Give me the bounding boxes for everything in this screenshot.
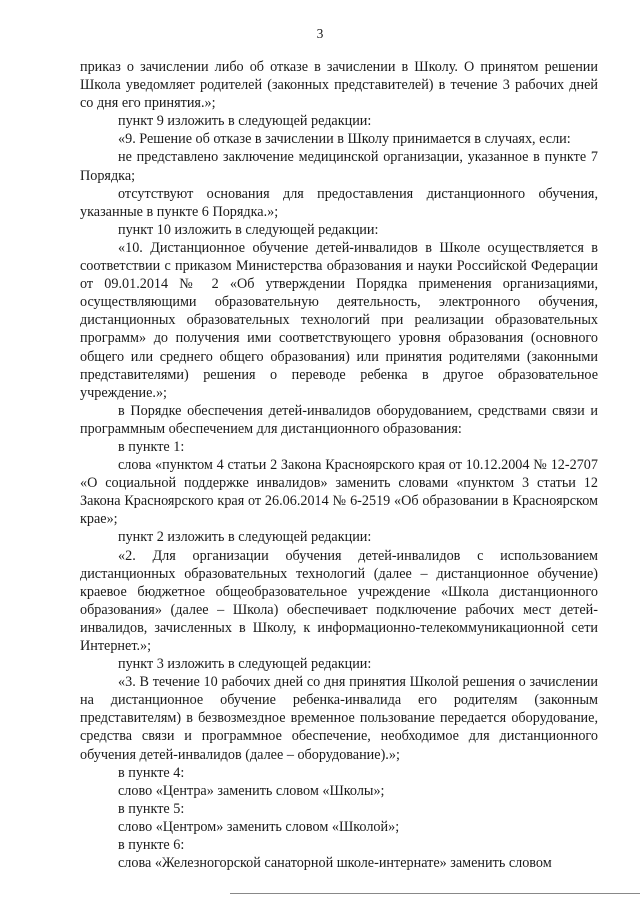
scan-edge-line	[230, 893, 640, 894]
document-body	[80, 58, 598, 872]
paragraph-15: в пункте 4:	[118, 764, 185, 781]
paragraph-4: не представлено заключение медицинской организации, указанное в пункте 7 Порядка;	[80, 149, 598, 184]
paragraph-12: «2. Для организации обучения детей-инвалидов с использованием дистанционных образовательных технологий (далее – дистанционное обучение) краевое бюджетное общеобразовательное учреждение «Школа дистанционного образования» (далее – Школа) обеспечивает подключение рабочих мест детей-инвалидов, зачисленных в Школу, к информационно-телекоммуникационной сети Интернет.»;	[80, 547, 598, 654]
paragraph-13: пункт 3 изложить в следующей редакции:	[118, 656, 372, 673]
paragraph-8: в Порядке обеспечения детей-инвалидов оборудованием, средствами связи и программным обеспечением для дистанционного образования:	[80, 402, 598, 437]
paragraph-3: «9. Решение об отказе в зачислении в Школу принимается в случаях, если:	[118, 131, 571, 148]
paragraph-11: пункт 2 изложить в следующей редакции:	[118, 529, 372, 546]
paragraph-19: в пункте 6:	[118, 837, 185, 854]
paragraph-18: слово «Центром» заменить словом «Школой»;	[118, 818, 400, 835]
paragraph-17: в пункте 5:	[118, 800, 185, 817]
paragraph-14: «3. В течение 10 рабочих дней со дня принятия Школой решения о зачислении на дистанционное обучение ребенка-инвалида его родителям (законным представителям) в безвозмездное временное пользование передается оборудование, средства связи и программное обеспечение, необходимое для дистанционного обучения детей-инвалидов (далее – оборудование).»;	[80, 674, 598, 763]
paragraph-2: пункт 9 изложить в следующей редакции:	[118, 113, 372, 130]
paragraph-1: приказ о зачислении либо об отказе в зачислении в Школу. О принятом решении Школа уведомляет родителей (законных представителей) в течение 3 рабочих дней со дня его принятия.»;	[80, 59, 598, 112]
paragraph-20: слова «Железногорской санаторной школе-интернате» заменить словом	[118, 855, 552, 872]
paragraph-10: слова «пунктом 4 статьи 2 Закона Красноярского края от 10.12.2004 № 12-2707 «О социальной поддержке инвалидов» заменить словами «пунктом 3 статьи 12 Закона Красноярского края от 26.06.2014 № 6-2519 «Об образовании в Красноярском крае»;	[80, 457, 598, 528]
paragraph-9: в пункте 1:	[118, 438, 185, 455]
paragraph-7: «10. Дистанционное обучение детей-инвалидов в Школе осуществляется в соответствии с приказом Министерства образования и науки Российской Федерации от 09.01.2014 № 2 «Об утверждении Порядка применения организациями, осуществляющими образовательную деятельность, электронного обучения, дистанционных образовательных технологий при реализации образовательных программ» до получения ими соответствующего уровня образования (основного общего или среднего общего образования) или принятия родителями (законными представителями) решения о переводе ребенка в другое образовательное учреждение.»;	[80, 239, 598, 401]
paragraph-16: слово «Центра» заменить словом «Школы»;	[118, 782, 385, 799]
paragraph-6: пункт 10 изложить в следующей редакции:	[118, 221, 379, 238]
page-number: 3	[316, 26, 324, 41]
paragraph-5: отсутствуют основания для предоставления дистанционного обучения, указанные в пункте 6 Порядка.»;	[80, 185, 598, 220]
